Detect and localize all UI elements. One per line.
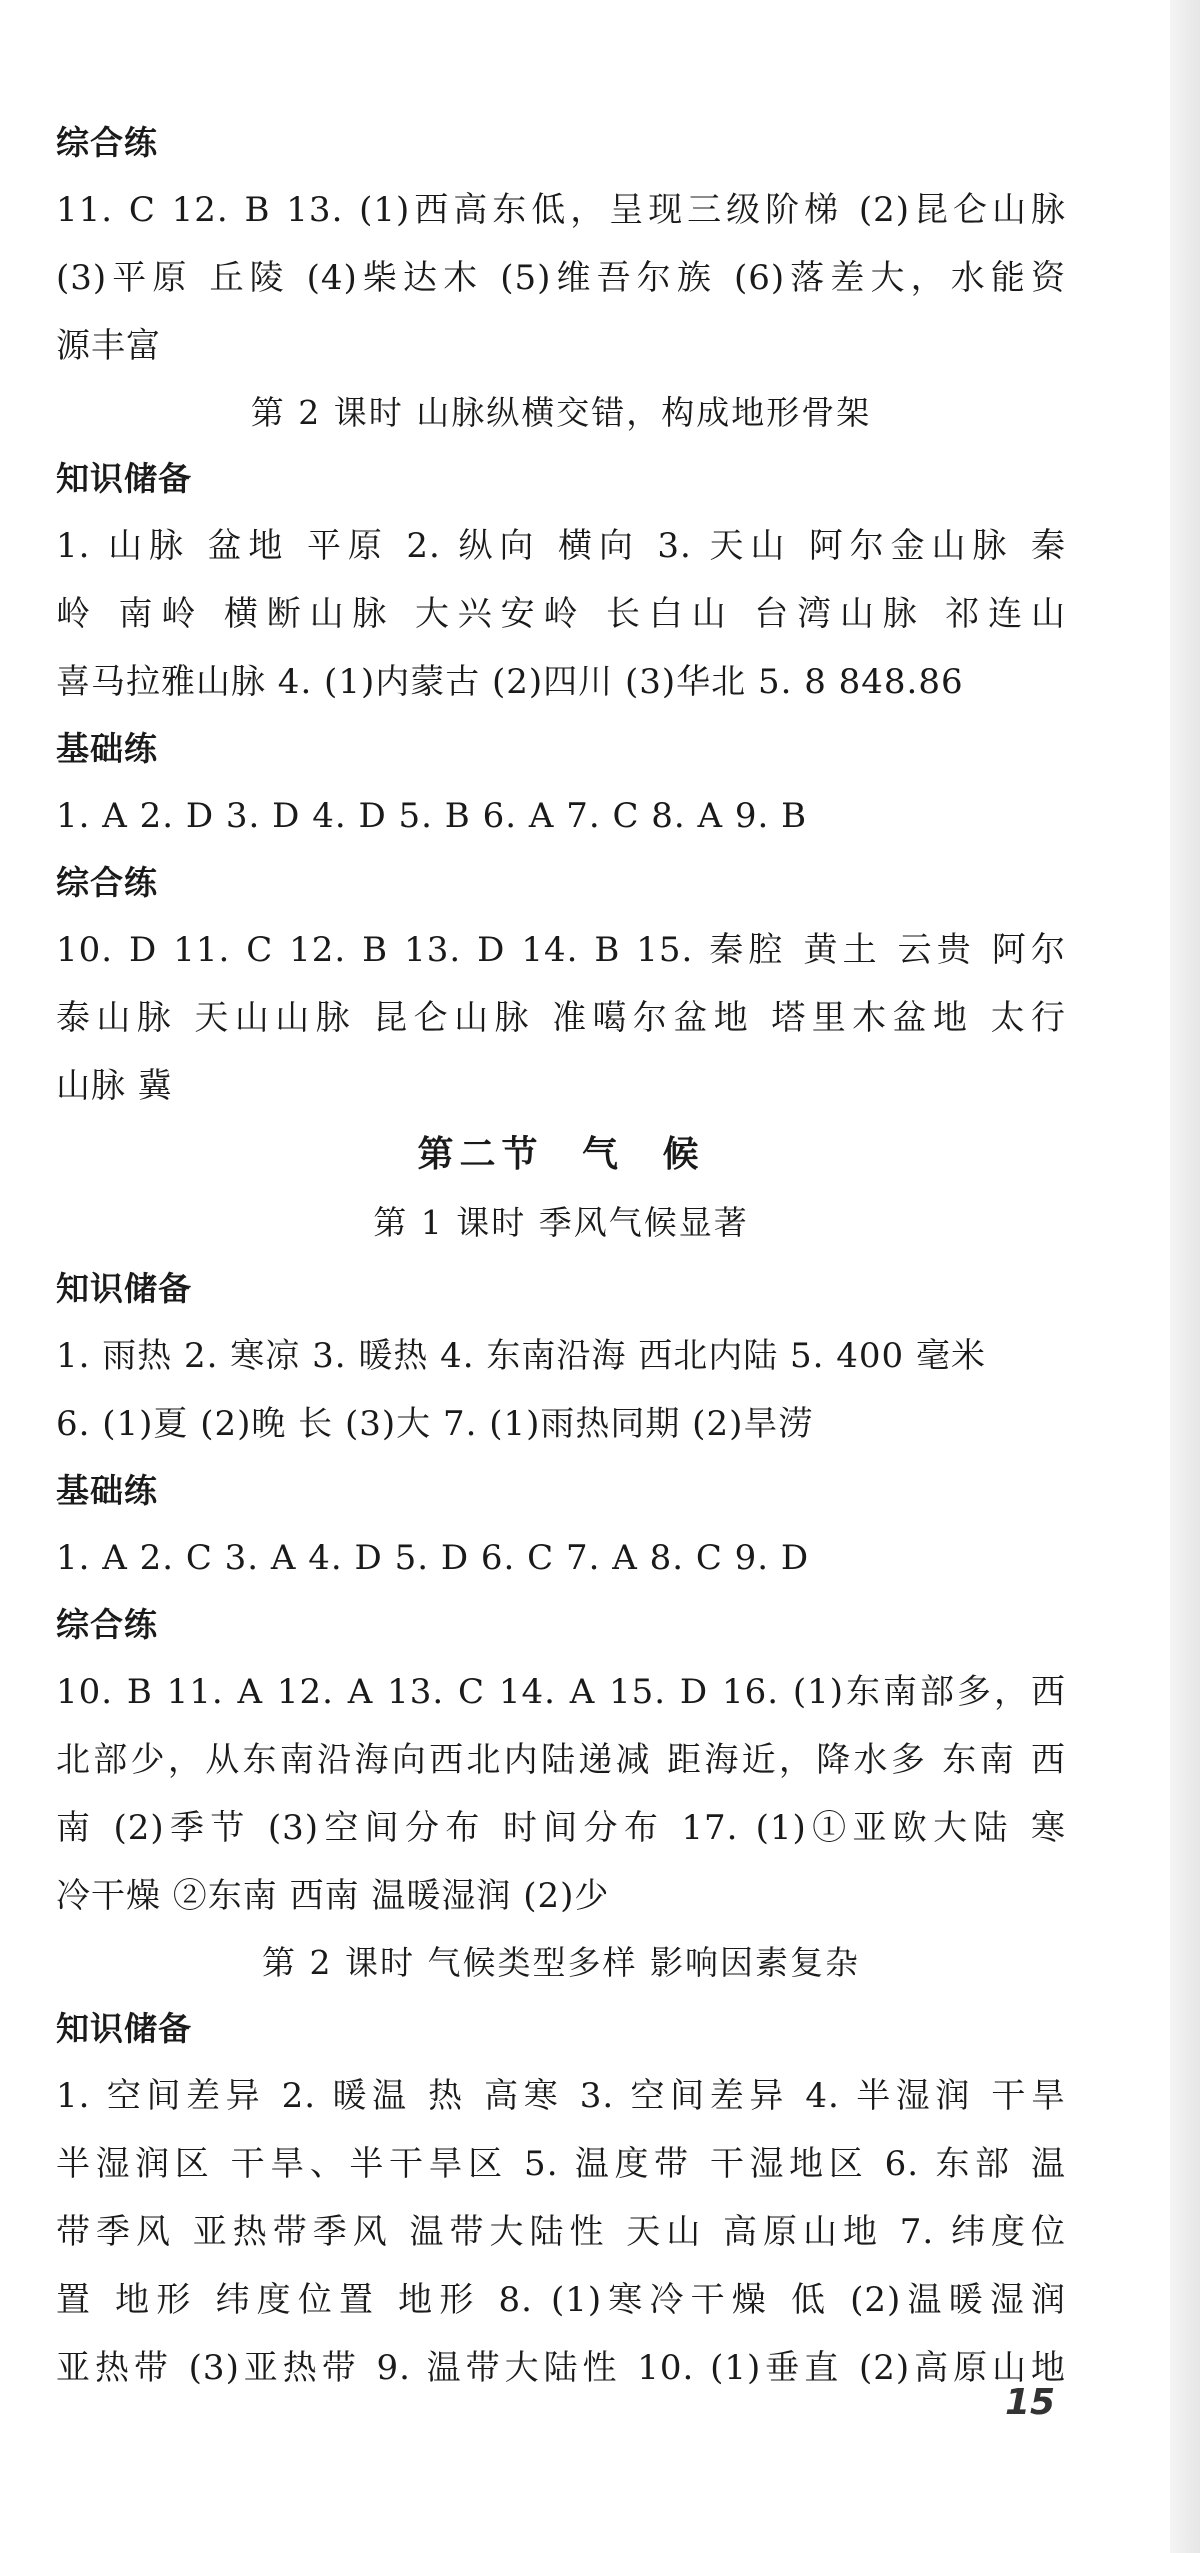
section-heading: 综合练 [56,1605,158,1644]
answer-line: 1. A 2. C 3. A 4. D 5. D 6. C 7. A 8. C 9. D [56,1538,810,1578]
answer-line: 南 (2)季节 (3)空间分布 时间分布 17. (1)①亚欧大陆 寒 [56,1808,1066,1848]
section-heading: 综合练 [56,123,158,162]
answer-line: 6. (1)夏 (2)晚 长 (3)大 7. (1)雨热同期 (2)旱涝 [56,1404,814,1444]
section-heading: 基础练 [56,729,158,768]
answer-line: 半湿润区 干旱、半干旱区 5. 温度带 干湿地区 6. 东部 温 [56,2144,1066,2184]
answer-line: 11. C 12. B 13. (1)西高东低，呈现三级阶梯 (2)昆仑山脉 [56,190,1066,230]
section-heading: 知识储备 [56,459,192,498]
lesson-title: 第 2 课时 气候类型多样 影响因素复杂 [262,1943,860,1982]
answer-line: 1. 雨热 2. 寒凉 3. 暖热 4. 东南沿海 西北内陆 5. 400 毫米 [56,1336,986,1376]
answer-text-body [56,110,1066,2402]
answer-line: 10. B 11. A 12. A 13. C 14. A 15. D 16. (1)东南部多，西 [56,1672,1066,1712]
answer-line: 岭 南岭 横断山脉 大兴安岭 长白山 台湾山脉 祁连山 [56,594,1066,634]
answer-line: 置 地形 纬度位置 地形 8. (1)寒冷干燥 低 (2)温暖湿润 [56,2280,1066,2320]
answer-line: 泰山脉 天山山脉 昆仑山脉 准噶尔盆地 塔里木盆地 太行 [56,998,1066,1038]
answer-line: (3)平原 丘陵 (4)柴达木 (5)维吾尔族 (6)落差大，水能资 [56,258,1066,298]
answer-line: 1. 空间差异 2. 暖温 热 高寒 3. 空间差异 4. 半湿润 干旱 [56,2076,1066,2116]
answer-line: 北部少，从东南沿海向西北内陆递减 距海近，降水多 东南 西 [56,1740,1066,1780]
answer-line: 10. D 11. C 12. B 13. D 14. B 15. 秦腔 黄土 云贵 阿尔 [56,930,1066,970]
chapter-section-title: 第二节 气 候 [417,1134,705,1175]
lesson-title: 第 1 课时 季风气候显著 [373,1203,749,1242]
answer-line: 源丰富 [56,326,161,366]
answer-line: 带季风 亚热带季风 温带大陆性 天山 高原山地 7. 纬度位 [56,2212,1066,2252]
answer-line: 1. A 2. D 3. D 4. D 5. B 6. A 7. C 8. A 9. B [56,796,808,836]
section-heading: 知识储备 [56,1269,192,1308]
section-heading: 知识储备 [56,2009,192,2048]
answer-line: 亚热带 (3)亚热带 9. 温带大陆性 10. (1)垂直 (2)高原山地 [56,2348,1066,2388]
lesson-title: 第 2 课时 山脉纵横交错，构成地形骨架 [250,393,872,432]
answer-line: 冷干燥 ②东南 西南 温暖湿润 (2)少 [56,1876,610,1916]
answer-line: 山脉 冀 [56,1066,173,1106]
section-heading: 综合练 [56,863,158,902]
answer-line: 喜马拉雅山脉 4. (1)内蒙古 (2)四川 (3)华北 5. 8 848.86 [56,662,964,702]
section-heading: 基础练 [56,1471,158,1510]
answer-line: 1. 山脉 盆地 平原 2. 纵向 横向 3. 天山 阿尔金山脉 秦 [56,526,1066,566]
page-number: 15 [1005,2382,1056,2423]
page-edge-shadow [1170,0,1200,2553]
